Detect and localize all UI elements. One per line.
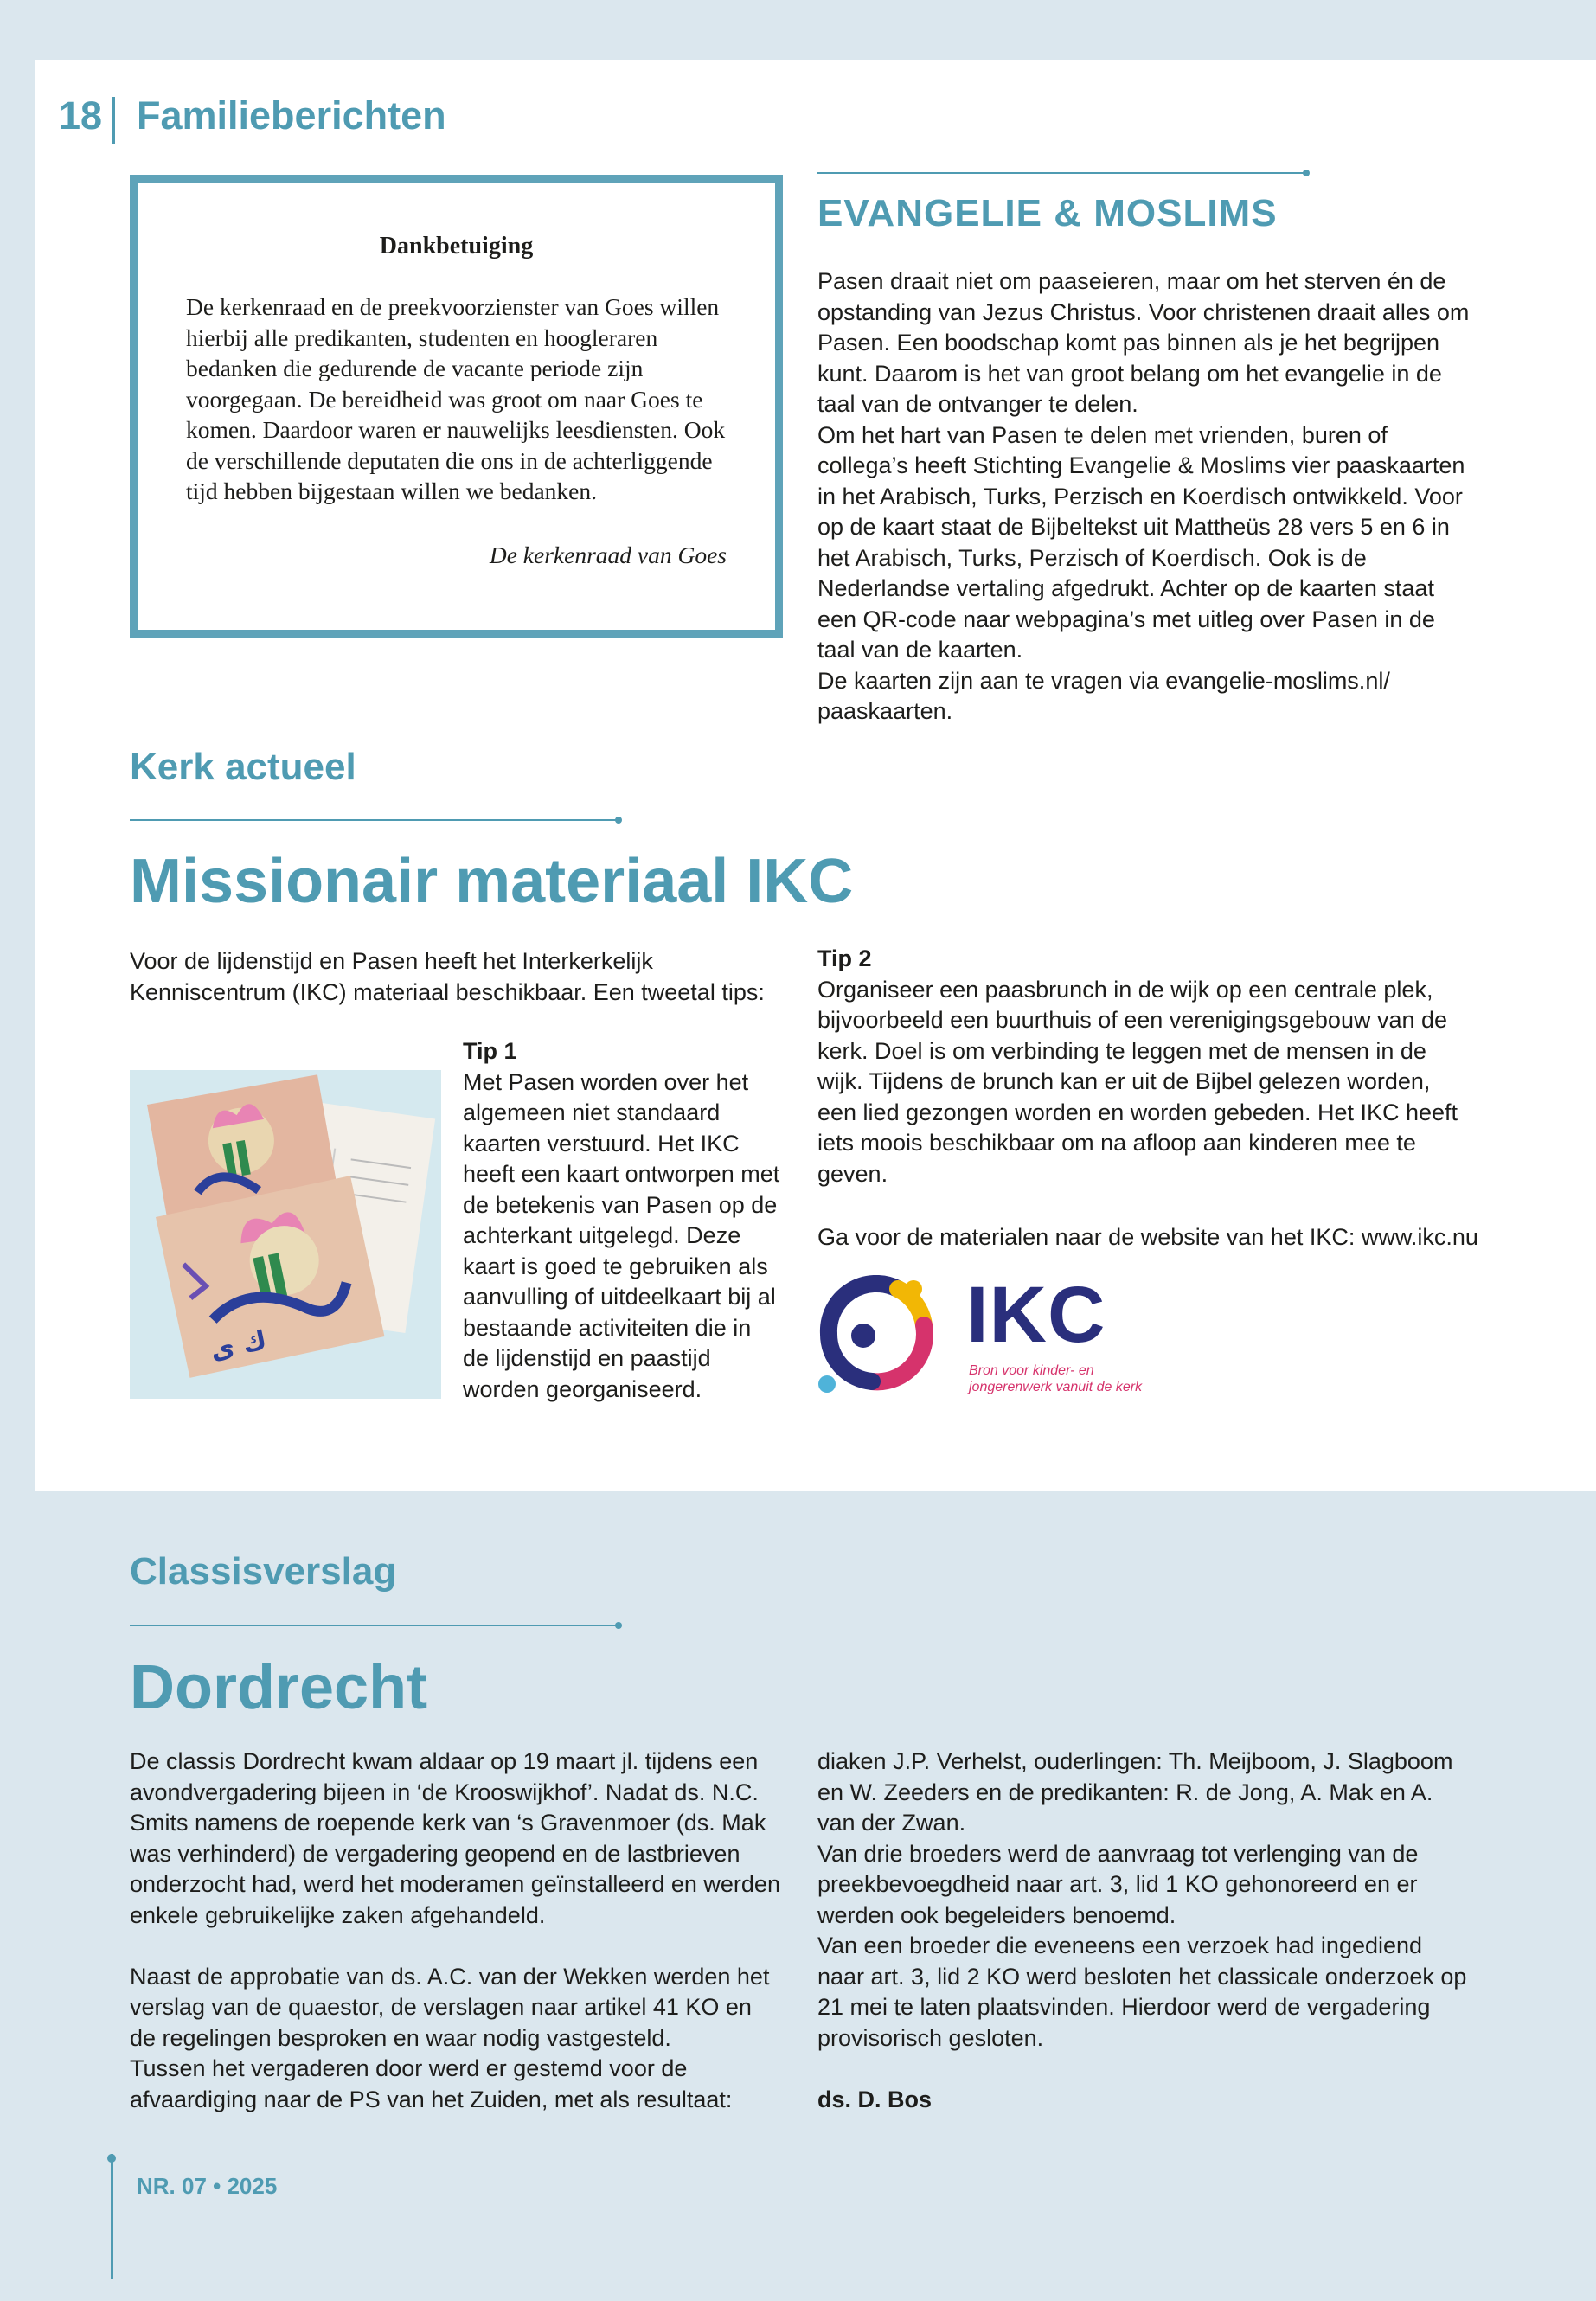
ikc-logo-tagline bbox=[969, 1362, 1142, 1395]
ikc-tagline-line: jongerenwerk vanuit de kerk bbox=[969, 1380, 1143, 1394]
header-divider bbox=[112, 97, 115, 144]
evangelie-paragraph: De kaarten zijn aan te vragen via evangelie-moslims.nl/ paaskaarten. bbox=[817, 667, 1390, 724]
ikc-logo-word: IKC bbox=[966, 1271, 1106, 1359]
classis-title: Dordrecht bbox=[130, 1653, 428, 1722]
svg-text:ك ى: ك ى bbox=[208, 1324, 270, 1367]
page-number: 18 bbox=[59, 93, 103, 138]
evangelie-body bbox=[817, 266, 1475, 727]
tip2-body: Organiseer een paasbrunch in de wijk op een centrale plek, bijvoorbeeld een buurthuis of een verenigingsgebouw van de kerk. Doel is om verbinding te leggen met de mensen in de wijk. Tijdens de brunch kan er uit de Bijbel gelezen worden, een lied gezongen worden en worden gebeden. Het IKC heeft iets moois beschikbaar om na afloop aan kinderen mee te geven. bbox=[817, 976, 1458, 1187]
dankbetuiging-signature: De kerkenraad van Goes bbox=[489, 541, 727, 568]
ikc-logo-mark bbox=[811, 1273, 941, 1403]
footer-line bbox=[111, 2154, 113, 2279]
classis-paragraph: De classis Dordrecht kwam aldaar op 19 maart jl. tijdens een avondvergadering bijeen in ‘de Krooswijkhof’. Nadat ds. N.C. Smits namens de roepende kerk van ‘s Gravenmoer (ds. Mak was verhinderd) de vergadering geopend en de lastbrieven onderzocht had, werd het moderamen geïnstalleerd en werden enkele gebruikelijke zaken afgehandeld. bbox=[130, 1748, 780, 1928]
top-band bbox=[0, 0, 1596, 21]
classis-column-1 bbox=[130, 1747, 783, 2115]
classis-label: Classisverslag bbox=[130, 1550, 397, 1593]
evangelie-paragraph: Om het hart van Pasen te delen met vrienden, buren of collega’s heeft Stichting Evangelie & Moslims vier paaskaarten in het Arabisch, Turks, Perzisch en Koerdisch ontwikkeld. Voor op de kaart staat de Bijbeltekst uit Mattheüs 28 vers 5 en 6 in het Arabisch, Turks, Perzisch of Koerdisch. Ook is de Nederlandse vertaling afgedrukt. Achter op de kaarten staat een QR-code naar webpagina’s met uitleg over Pasen in de taal van de kaarten. bbox=[817, 421, 1465, 663]
easter-cards-image bbox=[130, 1070, 441, 1399]
footer-dot bbox=[107, 2154, 116, 2163]
tip1 bbox=[463, 1036, 783, 1405]
kerk-actueel-title: Missionair materiaal IKC bbox=[130, 847, 854, 916]
classis-paragraph: diaken J.P. Verhelst, ouderlingen: Th. Meijboom, J. Slagboom en W. Zeeders en de predikanten: R. de Jong, A. Mak en A. van der Zwan. bbox=[817, 1748, 1453, 1836]
tip2 bbox=[817, 944, 1475, 1189]
dankbetuiging-title: Dankbetuiging bbox=[379, 233, 534, 260]
tip2-title: Tip 2 bbox=[817, 945, 872, 971]
classis-paragraph: Van een broeder die eveneens een verzoek had ingediend naar art. 3, lid 2 KO werd besloten het classicale onderzoek op 21 mei te laten plaatsvinden. Hierdoor werd de vergadering provisorisch gesloten. bbox=[817, 1932, 1467, 2051]
kerk-actueel-rule bbox=[130, 819, 619, 821]
classis-paragraph: Van drie broeders werd de aanvraag tot verlenging van de preekbevoegdheid naar art. 3, lid 1 KO gehonoreerd en er werden ook begeleiders benoemd. bbox=[817, 1840, 1419, 1928]
classis-column-2 bbox=[817, 1747, 1475, 2115]
ikc-tagline-line: Bron voor kinder- en bbox=[969, 1363, 1094, 1378]
section-title: Familieberichten bbox=[137, 93, 446, 138]
issue-number: NR. 07 • 2025 bbox=[137, 2173, 278, 2199]
evangelie-paragraph: Pasen draait niet om paaseieren, maar om het sterven én de opstanding van Jezus Christus. Voor christenen draait alles om Pasen. Een boodschap komt pas binnen als je het begrijpen kunt. Daarom is het van groot belang om het evangelie in de taal van de ontvanger te delen. bbox=[817, 268, 1470, 417]
classis-paragraph: Naast de approbatie van ds. A.C. van der Wekken werden het verslag van de quaestor, de verslagen naar artikel 41 KO en de regelingen besproken en waar nodig vastgesteld. bbox=[130, 1963, 770, 2051]
classis-rule bbox=[130, 1625, 619, 1626]
tip1-body: Met Pasen worden over het algemeen niet standaard kaarten verstuurd. Het IKC heeft een kaart ontworpen met de betekenis van Pasen op de achterkant uitgelegd. Deze kaart is goed te gebruiken als aanvulling of uitdeelkaart bij al bestaande activiteiten die in de lijdenstijd en paastijd worden georganiseerd. bbox=[463, 1068, 780, 1402]
kerk-actueel-label: Kerk actueel bbox=[130, 746, 356, 788]
classis-paragraph: Tussen het vergaderen door werd er gestemd voor de afvaardiging naar de PS van het Zuiden, met als resultaat: bbox=[130, 2055, 733, 2112]
dankbetuiging-box bbox=[130, 175, 783, 638]
evangelie-title: EVANGELIE & MOSLIMS bbox=[817, 192, 1278, 234]
kerk-actueel-intro: Voor de lijdenstijd en Pasen heeft het Interkerkelijk Kenniscentrum (IKC) materiaal beschikbaar. Een tweetal tips: bbox=[130, 948, 765, 1005]
evangelie-rule bbox=[817, 172, 1306, 174]
classis-author: ds. D. Bos bbox=[817, 2086, 933, 2112]
dankbetuiging-body: De kerkenraad en de preekvoorzienster van Goes willen hierbij alle predikanten, studenten en hoogleraren bedanken die gedurende de vacante periode zijn voorgegaan. De bereidheid was groot om naar Goes te komen. Daardoor waren er nauwelijks leesdiensten. Ook de verschillende deputaten die ons in de achterliggende tijd hebben bijgestaan willen we bedanken. bbox=[186, 293, 726, 504]
tip1-title: Tip 1 bbox=[463, 1038, 517, 1064]
ikc-website-text: Ga voor de materialen naar de website van het IKC: www.ikc.nu bbox=[817, 1224, 1478, 1250]
